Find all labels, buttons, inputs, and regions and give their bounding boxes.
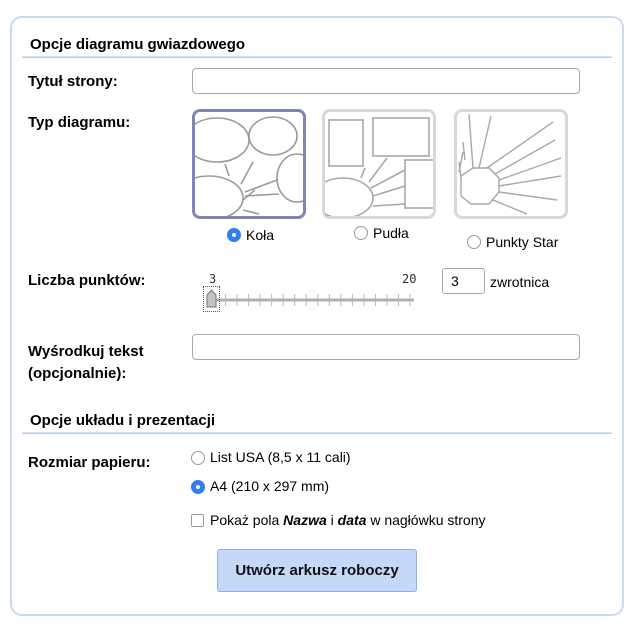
paper-size-label: Rozmiar papieru:	[28, 454, 151, 471]
star-points-diagram-option[interactable]	[454, 109, 568, 219]
center-text-input[interactable]	[192, 334, 580, 360]
circles-diagram-option[interactable]	[192, 109, 306, 219]
page-title-label: Tytuł strony:	[28, 73, 118, 90]
center-text-label-line1: Wyśrodkuj tekst	[28, 343, 144, 360]
circles-diagram-icon	[195, 112, 303, 216]
create-worksheet-button[interactable]: Utwórz arkusz roboczy	[217, 549, 417, 592]
layout-options-heading: Opcje układu i prezentacji	[30, 412, 216, 429]
diagram-options-heading: Opcje diagramu gwiazdowego	[30, 36, 246, 53]
section-divider	[22, 432, 612, 434]
points-unit-label: zwrotnica	[490, 274, 550, 290]
points-count-label: Liczba punktów:	[28, 272, 146, 289]
paper-letter-radio[interactable]	[191, 451, 205, 465]
circles-radio[interactable]	[227, 228, 241, 242]
boxes-radio[interactable]	[354, 226, 368, 240]
slider-max-label: 20	[402, 272, 417, 286]
header-option-prefix: Pokaż pola	[210, 512, 284, 528]
boxes-diagram-option[interactable]	[322, 109, 436, 219]
show-header-fields-label	[210, 512, 486, 528]
circles-option-label: Koła	[246, 227, 275, 243]
paper-a4-label: A4 (210 x 297 mm)	[210, 478, 330, 494]
slider-thumb-focus[interactable]	[203, 286, 220, 312]
points-slider[interactable]	[200, 286, 420, 316]
center-text-label	[28, 341, 144, 385]
boxes-option-label: Pudła	[373, 225, 409, 241]
slider-thumb-icon	[204, 287, 219, 311]
header-option-suffix: w nagłówku strony	[366, 512, 486, 528]
paper-a4-radio[interactable]	[191, 480, 205, 494]
header-option-date: data	[337, 512, 367, 528]
center-text-label-line2: (opcjonalnie):	[28, 365, 127, 382]
show-header-fields-checkbox[interactable]	[191, 514, 204, 527]
section-divider	[22, 56, 612, 58]
star-points-diagram-icon	[457, 112, 565, 216]
page-title-input[interactable]	[192, 68, 580, 94]
slider-min-label: 3	[209, 272, 217, 286]
star-points-radio[interactable]	[467, 235, 481, 249]
paper-letter-label: List USA (8,5 x 11 cali)	[210, 449, 351, 465]
points-count-input[interactable]	[442, 268, 485, 294]
star-points-option-label: Punkty Star	[486, 234, 559, 250]
header-option-middle: i	[326, 512, 338, 528]
header-option-name: Nazwa	[283, 512, 327, 528]
boxes-diagram-icon	[325, 112, 433, 216]
diagram-type-label: Typ diagramu:	[28, 114, 131, 131]
